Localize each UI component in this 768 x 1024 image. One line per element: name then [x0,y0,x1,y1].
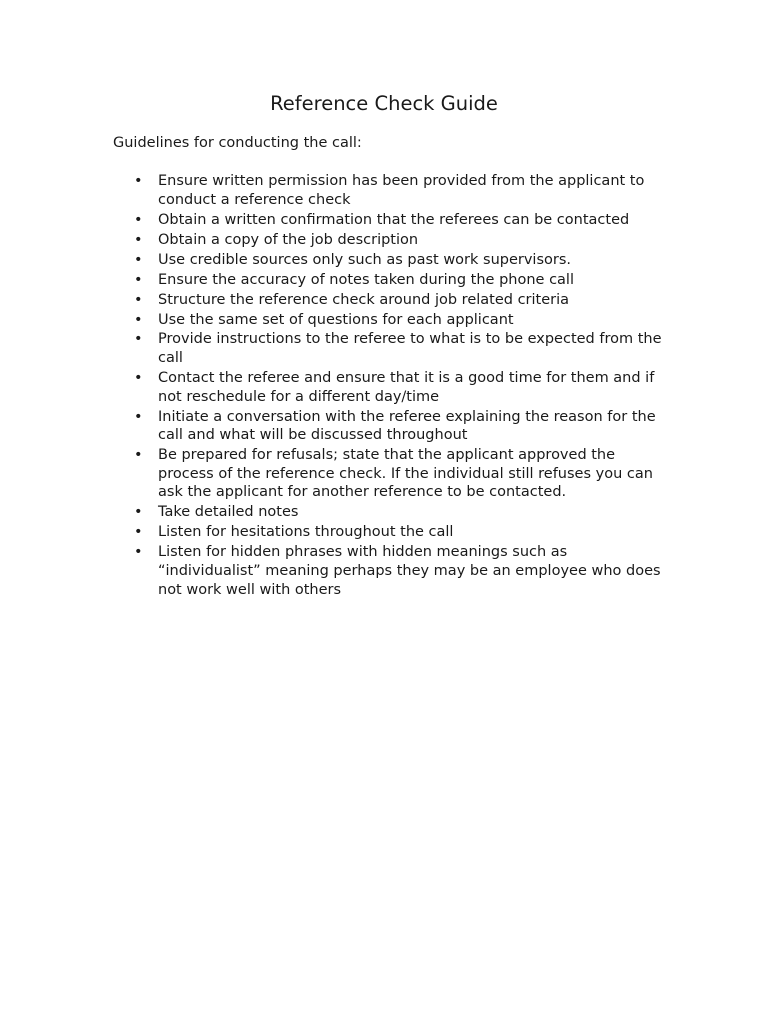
list-item [130,211,670,230]
list-item-text: Listen for hesitations throughout the call [158,524,454,541]
list-item-text: Initiate a conversation with the referee explaining the reason for the call and what will be discussed throughout [158,408,656,444]
bullet-icon: • [134,447,143,464]
bullet-icon: • [134,211,143,228]
list-item-text: Take detailed notes [158,504,299,521]
list-item-text: Listen for hidden phrases with hidden meanings such as “individualist” meaning perhaps they may be an employee who does not work well with others [158,544,661,598]
intro-text: Guidelines for conducting the call: [113,135,362,151]
list-item-text: Ensure the accuracy of notes taken during the phone call [158,271,574,288]
list-item [130,543,670,599]
bullet-icon: • [134,544,143,561]
list-item-text: Structure the reference check around job related criteria [158,291,570,308]
bullet-icon: • [134,173,143,189]
guidelines-list [130,172,670,601]
bullet-icon: • [134,524,143,541]
list-item [130,271,670,290]
list-item-text: Obtain a copy of the job description [158,231,419,248]
list-item-text: Contact the referee and ensure that it is a good time for them and if not reschedule for a different day/time [158,370,655,405]
list-item-text: Provide instructions to the referee to what is to be expected from the call [158,331,662,367]
document-title: Reference Check Guide [270,92,498,115]
list-item [130,231,670,250]
bullet-icon: • [134,504,143,521]
list-item [130,330,670,367]
list-item [130,291,670,310]
list-item [130,311,670,330]
list-item [130,251,670,270]
list-item [130,446,670,502]
list-item-text: Ensure written permission has been provided from the applicant to conduct a reference check [158,173,645,208]
list-item [130,172,670,209]
list-item-text: Obtain a written confirmation that the referees can be contacted [158,211,630,228]
list-item-text: Use the same set of questions for each applicant [158,311,514,328]
bullet-icon: • [134,311,143,328]
bullet-icon: • [134,291,143,308]
bullet-icon: • [134,251,143,268]
bullet-icon: • [134,370,143,387]
list-item [130,408,670,445]
bullet-icon: • [134,408,143,425]
list-item [130,503,670,522]
list-item [130,523,670,542]
bullet-icon: • [134,331,143,348]
list-item-text: Be prepared for refusals; state that the applicant approved the process of the reference check. If the individual still refuses you can ask the applicant for another reference to be contacted. [158,447,653,501]
bullet-icon: • [134,231,143,248]
list-item-text: Use credible sources only such as past work supervisors. [158,251,572,268]
bullet-icon: • [134,271,143,288]
list-item [130,369,670,406]
